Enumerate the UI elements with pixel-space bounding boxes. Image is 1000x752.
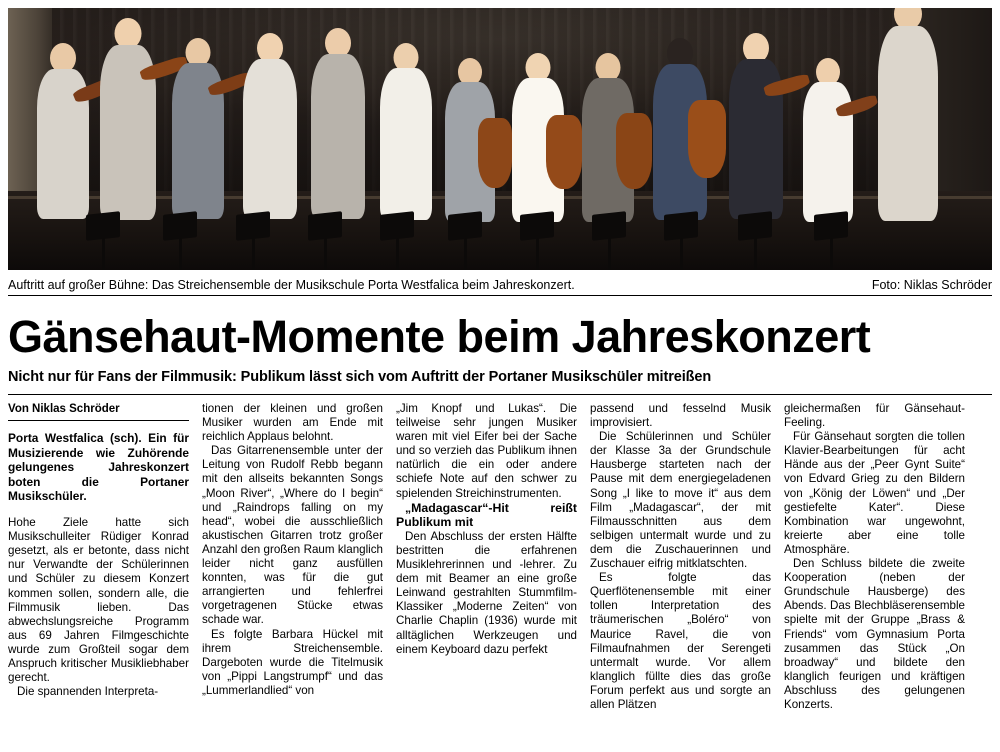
photo-caption-bar [8,270,992,296]
music-stand [448,211,482,241]
music-stand [520,211,554,241]
article-column-2 [202,402,383,712]
article-subheadline: Nicht nur für Fans der Filmmusik: Publikum lässt sich vom Auftritt der Portaner Musikschüler mitreißen [8,369,712,385]
article-lead: Porta Westfalica (sch). Ein für Musizierende wie Zuhörende gelungenes Jahreskonzert boten die Portaner Musikschüler. [8,431,189,504]
music-stand [163,211,197,241]
music-stand [592,211,626,241]
music-stand [664,211,698,241]
article-photo [8,8,992,270]
paragraph: Den Abschluss der ersten Hälfte bestritten die erfahrenen Musiklehrerinnen und -lehrer. Zu dem mit Beamer an eine große Leinwand gestrahlten Stummfilm-Klassiker „Moderne Zeiten“ von Charlie Chaplin (1936) wurde mit alltäglichen Werkzeugen und einem Keyboard dazu perfekt [396,529,577,656]
paragraph: Das Gitarrenensemble unter der Leitung von Rudolf Rebb begann mit den allseits bekannten Songs „Moon River“, „Where do I begin“ und „Raindrops falling on my head“, wobei die ausschließlich akustischen Gitarren trotz großer Anzahl den großen Raum klanglich leider nicht ganz ausfüllen konnten, was für die gut arrangierten und fehlerfrei vorgetragenen Stücke etwas schade war. [202,444,383,627]
music-stand [86,211,120,241]
music-stand [308,211,342,241]
paragraph: Die Schülerinnen und Schüler der Klasse 3a der Grundschule Hausberge starteten nach der Pause mit dem energiegeladenen Song „I like to move it“ aus dem Film „Madagascar“, der mit Filmausschnitten aus dem selbigen untermalt wurde und zu dem die Zuschauerinnen und Zuschauer eifrig mitklatschten. [590,430,771,571]
music-stand [738,211,772,241]
music-stand [814,211,848,241]
photo-credit: Foto: Niklas Schröder [871,277,992,292]
paragraph: Hohe Ziele hatte sich Musikschulleiter Rüdiger Konrad gesetzt, als er betonte, dass nicht nur Verwandte der Schülerinnen und Schüler zu diesem Konzert kommen sollen, sondern alle, die Filmmusik lieben. Das abwechslungsreiche Programm aus 69 Jahren Filmgeschichte wurde zum Großteil sogar dem Anspruch kritischer Musikliebhaber gerecht. [8,516,189,685]
photo-caption: Auftritt auf großer Bühne: Das Streichensemble der Musikschule Porta Westfalica beim Jahreskonzert. [8,277,575,292]
paragraph: gleichermaßen für Gänsehaut-Feeling. [784,402,965,430]
paragraph: tionen der kleinen und großen Musiker wurden am Ende mit reichlich Applaus belohnt. [202,402,383,444]
paragraph: passend und fesselnd Musik improvisiert. [590,402,771,430]
section-subheading: „Madagascar“-Hit reißt Publikum mit [396,500,577,530]
paragraph: Es folgte Barbara Hückel mit ihrem Streichensemble. Dargeboten wurde die Titelmusik von „Pippi Langstrumpf“ und das „Lummerlandlied“ von [202,627,383,697]
paragraph: Es folgte das Querflötenensemble mit einer tollen Interpretation des träumerischen „Boléro“ von Maurice Ravel, die von Filmaufnahmen der Serengeti untermalt wurde. Vor allem klanglich füllte dies das große Forum perfekt aus und sorgte an allen Plätzen [590,571,771,711]
paragraph: Den Schluss bildete die zweite Kooperation (neben der Grundschule Hausberge) des Abends. Das Blechbläserensemble spielte mit der Gruppe „Brass & Friends“ vom Gymnasium Porta zusammen das Stück „On broadway“ und bildete den klanglich feurigen und kräftigen Abschluss des gelungenen Konzerts. [784,557,965,711]
photo-background [8,8,992,270]
music-stand [236,211,270,241]
header-divider [8,394,992,395]
article-headline: Gänsehaut-Momente beim Jahreskonzert [8,311,871,362]
article-column-5 [784,402,965,712]
paragraph: Für Gänsehaut sorgten die tollen Klavier-Bearbeitungen für acht Hände aus der „Peer Gynt Suite“ von Edvard Grieg zu den Bildern von „König der Löwen“ und „Der gestiefelte Kater“. Diese Kombination war ungewohnt, kreierte aber eine tolle Atmosphäre. [784,430,965,556]
article-column-3 [396,402,577,712]
music-stand [380,211,414,241]
article-column-4 [590,402,771,712]
paragraph: Die spannenden Interpreta- [17,685,159,699]
article-columns [8,402,992,712]
paragraph: „Jim Knopf und Lukas“. Die teilweise sehr jungen Musiker waren mit viel Eifer bei der Sache und so verzieh das Publikum ihnen natürlich die ein oder andere schiefe Note auf den schwer zu spielenden Streichinstrumenten. [396,402,577,500]
article-byline: Von Niklas Schröder [8,402,189,421]
article-column-1 [8,402,189,712]
